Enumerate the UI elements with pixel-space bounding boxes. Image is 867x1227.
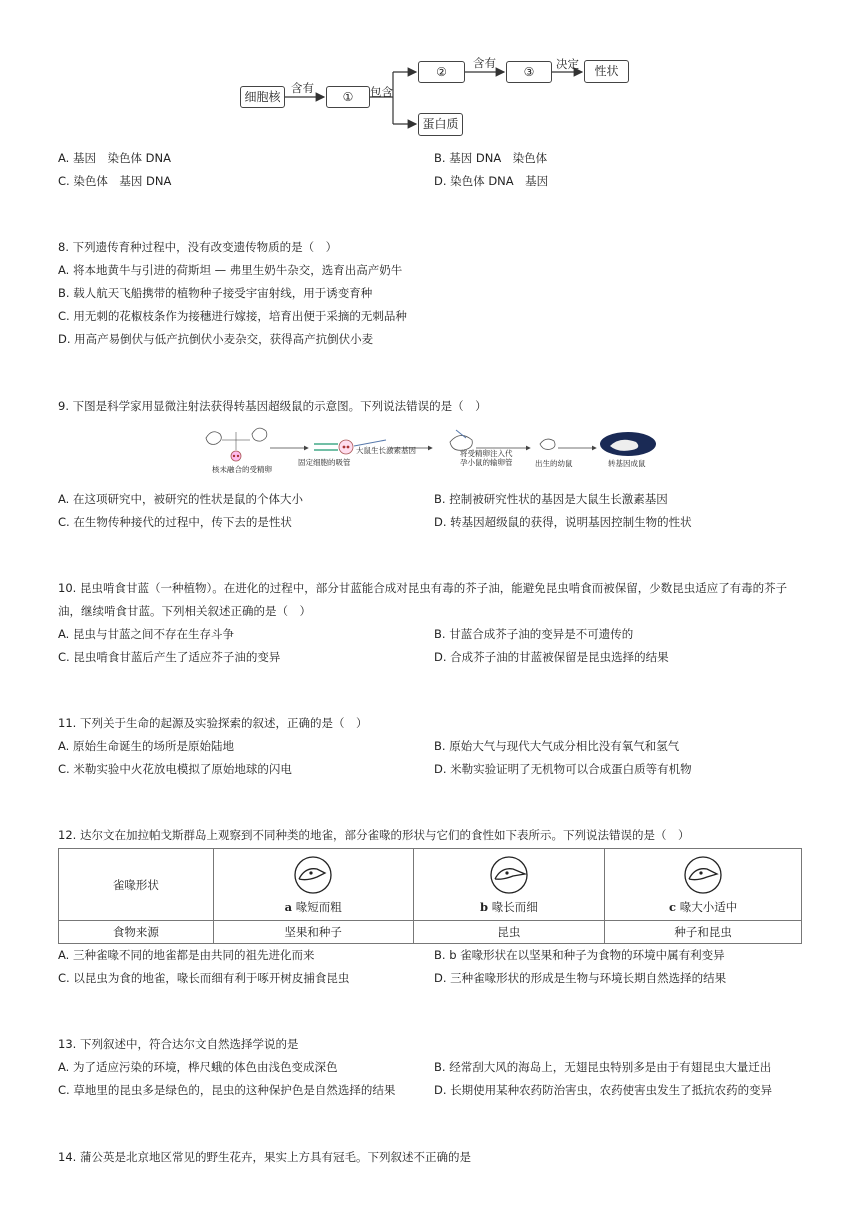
q9-fig-label-adult: 转基因成鼠 [608,459,646,468]
mouse-icon [252,428,267,441]
q9-fig-label-egg: 核未融合的受精卵 [212,465,272,474]
fertilized-egg-icon [231,451,241,461]
food-cell-c: 种子和昆虫 [605,921,802,944]
q12-option-c: C. 以昆虫为食的地雀，喙长而细有利于啄开树皮捕食昆虫 [58,971,350,985]
q11-option-a: A. 原始生命诞生的场所是原始陆地 [58,739,234,753]
q9-fig-label-gene: 大鼠生长激素基因 [356,446,416,455]
table-row-header-food: 食物来源 [59,921,214,944]
food-cell-b: 昆虫 [413,921,605,944]
q9-stem: 9. 下图是科学家用显微注射法获得转基因超级鼠的示意图。下列说法错误的是（ ） [58,399,487,413]
node-1: ① [326,86,370,108]
q8-option-b: B. 载人航天飞船携带的植物种子接受宇宙射线，用于诱变育种 [58,286,373,300]
edge-label-includes: 包含 [370,85,393,99]
q10-stem-line1: 10. 昆虫啃食甘蓝（一种植物）。在进化的过程中，部分甘蓝能合成对昆虫有毒的芥子油，能避免昆虫啃食而被保留，少数昆虫适应了有毒的芥子 [58,581,788,595]
q9-option-b: B. 控制被研究性状的基因是大鼠生长激素基因 [434,492,668,506]
q13-option-d: D. 长期使用某种农药防治害虫，农药使害虫发生了抵抗农药的变异 [434,1083,773,1097]
q7-option-d: D. 染色体 DNA 基因 [434,174,549,188]
q9-fig-label-baby: 出生的幼鼠 [535,459,573,468]
q8-stem: 8. 下列遗传育种过程中，没有改变遗传物质的是（ ） [58,240,338,254]
node-3: ③ [506,61,552,83]
q10-stem-line2: 油，继续啃食甘蓝。下列相关叙述正确的是（ ） [58,604,311,618]
edge-label-determines: 决定 [556,57,579,71]
node-protein: 蛋白质 [418,113,463,136]
q12-stem: 12. 达尔文在加拉帕戈斯群岛上观察到不同种类的地雀，部分雀喙的形状与它们的食性如下表所示。下列说法错误的是（ ） [58,828,690,842]
node-trait: 性状 [584,60,629,83]
q8-option-c: C. 用无刺的花椒枝条作为接穗进行嫁接，培育出便于采摘的无刺品种 [58,309,407,323]
finch-head-medium-icon [683,855,723,895]
q11-option-b: B. 原始大气与现代大气成分相比没有氧气和氢气 [434,739,680,753]
q13-option-a: A. 为了适应污染的环境，桦尺蛾的体色由浅色变成深色 [58,1060,338,1074]
beak-table [58,848,802,944]
beak-desc-a: 喙短而粗 [295,899,342,914]
food-cell-a: 坚果和种子 [213,921,413,944]
beak-letter-b: b [480,899,489,914]
q7-option-a: A. 基因 染色体 DNA [58,151,171,165]
q13-stem: 13. 下列叙述中，符合达尔文自然选择学说的是 [58,1037,299,1051]
q7-option-b: B. 基因 DNA 染色体 [434,151,548,165]
q10-option-d: D. 合成芥子油的甘蓝被保留是昆虫选择的结果 [434,650,669,664]
q12-option-d: D. 三种雀喙形状的形成是生物与环境长期自然选择的结果 [434,971,727,985]
q12-option-b: B. b 雀喙形状在以坚果和种子为食物的环境中属有利变异 [434,948,725,962]
q10-option-a: A. 昆虫与甘蓝之间不存在生存斗争 [58,627,234,641]
q11-option-c: C. 米勒实验中火花放电模拟了原始地球的闪电 [58,762,292,776]
beak-cell-b [413,849,605,921]
finch-head-short-thick-icon [293,855,333,895]
table-row-header-beak: 雀喙形状 [59,849,214,921]
beak-desc-c: 喙大小适中 [679,899,738,914]
q9-option-a: A. 在这项研究中，被研究的性状是鼠的个体大小 [58,492,303,506]
beak-letter-c: c [669,899,677,914]
beak-desc-b: 喙长而细 [491,899,538,914]
q8-option-a: A. 将本地黄牛与引进的荷斯坦 — 弗里生奶牛杂交，选育出高产奶牛 [58,263,403,277]
beak-letter-a: a [284,899,293,914]
q8-option-d: D. 用高产易倒伏与低产抗倒伏小麦杂交，获得高产抗倒伏小麦 [58,332,374,346]
beak-cell-c [605,849,802,921]
q10-option-b: B. 甘蓝合成芥子油的变异是不可遗传的 [434,627,634,641]
q11-option-d: D. 米勒实验证明了无机物可以合成蛋白质等有机物 [434,762,692,776]
node-nucleus: 细胞核 [240,86,285,108]
q10-option-c: C. 昆虫啃食甘蓝后产生了适应芥子油的变异 [58,650,281,664]
q9-fig-label-pipette: 固定细胞的吸管 [298,458,351,467]
q9-option-c: C. 在生物传种接代的过程中，传下去的是性状 [58,515,292,529]
finch-head-long-thin-icon [489,855,529,895]
q13-option-b: B. 经常刮大风的海岛上，无翅昆虫特别多是由于有翅昆虫大量迁出 [434,1060,772,1074]
node-2: ② [418,61,465,83]
q12-option-a: A. 三种雀喙不同的地雀都是由共同的祖先进化而来 [58,948,315,962]
q9-fig-label-inject: 将受精卵注入代孕小鼠的输卵管 [460,449,513,467]
q14-stem: 14. 蒲公英是北京地区常见的野生花卉，果实上方具有冠毛。下列叙述不正确的是 [58,1150,471,1164]
edge-label-contains: 含有 [291,81,314,95]
q7-option-c: C. 染色体 基因 DNA [58,174,172,188]
q9-option-d: D. 转基因超级鼠的获得，说明基因控制生物的性状 [434,515,692,529]
mouse-icon [206,432,221,445]
q11-stem: 11. 下列关于生命的起源及实验探索的叙述，正确的是（ ） [58,716,368,730]
edge-label-contains-2: 含有 [473,56,496,70]
beak-cell-a [213,849,413,921]
q13-option-c: C. 草地里的昆虫多是绿色的，昆虫的这种保护色是自然选择的结果 [58,1083,396,1097]
baby-mouse-icon [540,439,555,449]
